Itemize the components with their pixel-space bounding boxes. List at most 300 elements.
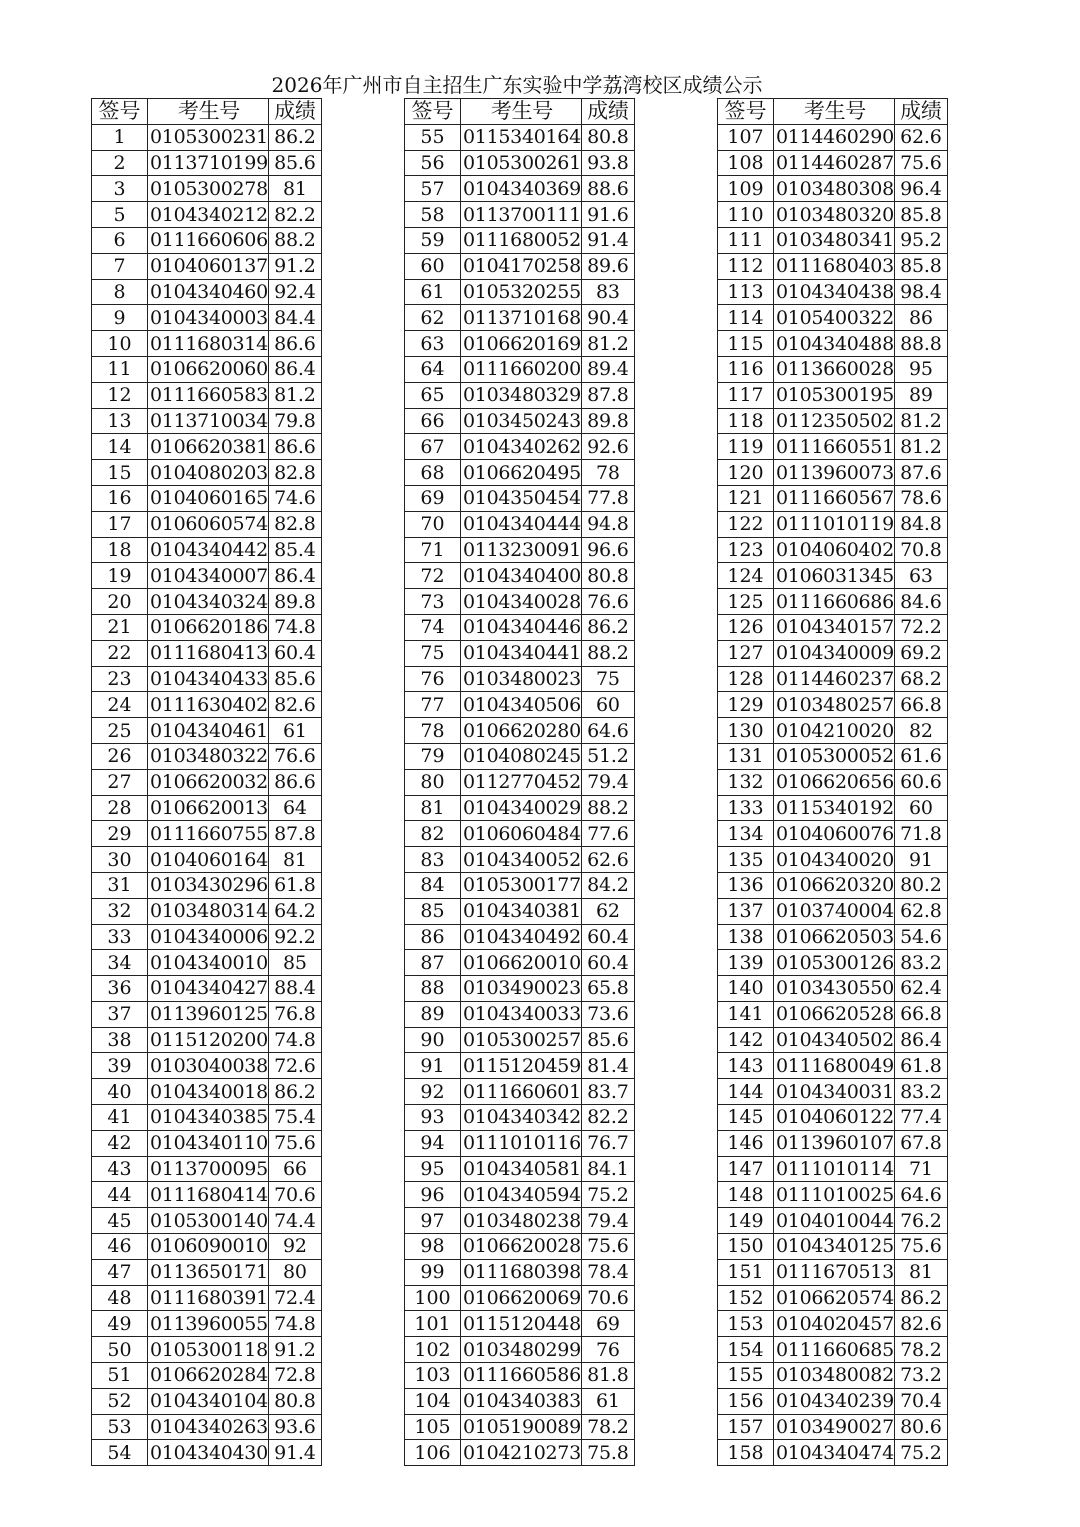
table-row <box>92 1105 322 1131</box>
table-row <box>718 743 948 769</box>
sign-number-cell: 61 <box>405 279 461 305</box>
sign-number-cell: 142 <box>718 1027 774 1053</box>
table-row <box>92 1079 322 1105</box>
sign-number-cell: 134 <box>718 821 774 847</box>
score-cell: 80.8 <box>581 563 634 589</box>
table-row <box>92 331 322 357</box>
table-row <box>718 847 948 873</box>
score-cell: 72.8 <box>268 1363 321 1389</box>
table-row <box>405 718 635 744</box>
candidate-id-cell: 0104170258 <box>461 253 582 279</box>
candidate-id-cell: 0104340212 <box>148 202 269 228</box>
score-cell: 64.6 <box>894 1182 947 1208</box>
score-cell: 74.6 <box>268 485 321 511</box>
score-cell: 86.2 <box>268 1079 321 1105</box>
candidate-id-cell: 0114460287 <box>774 150 895 176</box>
table-row <box>92 1388 322 1414</box>
table-row <box>92 511 322 537</box>
candidate-id-cell: 0104340369 <box>461 176 582 202</box>
sign-number-cell: 150 <box>718 1234 774 1260</box>
score-cell: 84.4 <box>268 305 321 331</box>
score-cell: 82.6 <box>268 692 321 718</box>
candidate-id-cell: 0106620032 <box>148 769 269 795</box>
table-row <box>405 1027 635 1053</box>
sign-number-cell: 17 <box>92 511 148 537</box>
table-row <box>405 563 635 589</box>
candidate-id-cell: 0103480082 <box>774 1363 895 1389</box>
table-row <box>718 614 948 640</box>
table-row <box>718 640 948 666</box>
table-row <box>92 1001 322 1027</box>
score-cell: 96.6 <box>581 537 634 563</box>
sign-number-cell: 114 <box>718 305 774 331</box>
candidate-id-cell: 0113960073 <box>774 460 895 486</box>
sign-number-cell: 151 <box>718 1259 774 1285</box>
score-cell: 64.6 <box>581 718 634 744</box>
score-cell: 87.8 <box>268 821 321 847</box>
candidate-id-cell: 0104340018 <box>148 1079 269 1105</box>
sign-number-cell: 90 <box>405 1027 461 1053</box>
table-header-row <box>92 99 322 125</box>
table-row <box>405 1414 635 1440</box>
score-cell: 92.4 <box>268 279 321 305</box>
table-row <box>718 1130 948 1156</box>
score-cell: 88.8 <box>894 331 947 357</box>
sign-number-cell: 77 <box>405 692 461 718</box>
table-row <box>405 1440 635 1466</box>
score-cell: 95.2 <box>894 227 947 253</box>
score-cell: 85.8 <box>894 253 947 279</box>
sign-number-cell: 66 <box>405 408 461 434</box>
candidate-id-cell: 0111660567 <box>774 485 895 511</box>
score-cell: 84.2 <box>581 872 634 898</box>
table-row <box>92 718 322 744</box>
candidate-id-cell: 0104340003 <box>148 305 269 331</box>
score-cell: 91.6 <box>581 202 634 228</box>
sign-number-cell: 48 <box>92 1285 148 1311</box>
table-row <box>405 305 635 331</box>
table-row <box>92 382 322 408</box>
sign-number-cell: 131 <box>718 743 774 769</box>
sign-number-cell: 49 <box>92 1311 148 1337</box>
table-row <box>405 821 635 847</box>
sign-number-cell: 123 <box>718 537 774 563</box>
score-cell: 60 <box>581 692 634 718</box>
candidate-id-cell: 0104340010 <box>148 950 269 976</box>
candidate-id-cell: 0104340020 <box>774 847 895 873</box>
score-cell: 87.8 <box>581 382 634 408</box>
candidate-id-cell: 0103480322 <box>148 743 269 769</box>
score-cell: 61.8 <box>268 872 321 898</box>
sign-number-cell: 92 <box>405 1079 461 1105</box>
candidate-id-cell: 0111680314 <box>148 331 269 357</box>
table-row <box>718 356 948 382</box>
sign-number-cell: 109 <box>718 176 774 202</box>
score-cell: 54.6 <box>894 924 947 950</box>
sign-number-cell: 38 <box>92 1027 148 1053</box>
score-cell: 75.4 <box>268 1105 321 1131</box>
table-row <box>718 279 948 305</box>
sign-number-cell: 3 <box>92 176 148 202</box>
score-cell: 85.6 <box>268 666 321 692</box>
score-cell: 82.8 <box>268 460 321 486</box>
score-cell: 73.6 <box>581 1001 634 1027</box>
sign-number-cell: 79 <box>405 743 461 769</box>
table-row <box>405 898 635 924</box>
score-cell: 86.4 <box>268 563 321 589</box>
sign-number-cell: 30 <box>92 847 148 873</box>
score-cell: 76.7 <box>581 1130 634 1156</box>
sign-number-cell: 47 <box>92 1259 148 1285</box>
sign-number-cell: 128 <box>718 666 774 692</box>
candidate-id-cell: 0111660551 <box>774 434 895 460</box>
sign-number-cell: 64 <box>405 356 461 382</box>
score-cell: 88.6 <box>581 176 634 202</box>
score-cell: 69 <box>581 1311 634 1337</box>
table-row <box>718 692 948 718</box>
candidate-id-cell: 0106060574 <box>148 511 269 537</box>
candidate-id-cell: 0113710034 <box>148 408 269 434</box>
sign-number-cell: 43 <box>92 1156 148 1182</box>
table-row <box>718 1414 948 1440</box>
header-candidate-id: 考生号 <box>461 99 582 125</box>
score-cell: 78.2 <box>581 1414 634 1440</box>
score-cell: 66.8 <box>894 692 947 718</box>
table-row <box>405 1285 635 1311</box>
candidate-id-cell: 0113960125 <box>148 1001 269 1027</box>
score-cell: 75 <box>581 666 634 692</box>
table-row <box>92 743 322 769</box>
candidate-id-cell: 0106060484 <box>461 821 582 847</box>
score-cell: 62 <box>581 898 634 924</box>
sign-number-cell: 20 <box>92 589 148 615</box>
sign-number-cell: 135 <box>718 847 774 873</box>
candidate-id-cell: 0104340104 <box>148 1388 269 1414</box>
score-cell: 89.8 <box>268 589 321 615</box>
candidate-id-cell: 0104340031 <box>774 1079 895 1105</box>
sign-number-cell: 99 <box>405 1259 461 1285</box>
sign-number-cell: 140 <box>718 976 774 1002</box>
sign-number-cell: 65 <box>405 382 461 408</box>
candidate-id-cell: 0104340009 <box>774 640 895 666</box>
candidate-id-cell: 0104340263 <box>148 1414 269 1440</box>
table-row <box>405 408 635 434</box>
sign-number-cell: 157 <box>718 1414 774 1440</box>
candidate-id-cell: 0104340446 <box>461 614 582 640</box>
candidate-id-cell: 0105300231 <box>148 124 269 150</box>
sign-number-cell: 62 <box>405 305 461 331</box>
table-row <box>92 795 322 821</box>
sign-number-cell: 58 <box>405 202 461 228</box>
score-cell: 83.2 <box>894 1079 947 1105</box>
score-cell: 67.8 <box>894 1130 947 1156</box>
score-cell: 94.8 <box>581 511 634 537</box>
sign-number-cell: 74 <box>405 614 461 640</box>
table-row <box>405 640 635 666</box>
score-cell: 92.2 <box>268 924 321 950</box>
candidate-id-cell: 0104080245 <box>461 743 582 769</box>
table-row <box>718 718 948 744</box>
table-row <box>718 382 948 408</box>
candidate-id-cell: 0103480314 <box>148 898 269 924</box>
candidate-id-cell: 0105190089 <box>461 1414 582 1440</box>
score-cell: 81.4 <box>581 1053 634 1079</box>
candidate-id-cell: 0105300140 <box>148 1208 269 1234</box>
table-row <box>405 434 635 460</box>
score-cell: 61.6 <box>894 743 947 769</box>
sign-number-cell: 18 <box>92 537 148 563</box>
score-cell: 72.2 <box>894 614 947 640</box>
score-cell: 78.4 <box>581 1259 634 1285</box>
sign-number-cell: 112 <box>718 253 774 279</box>
score-cell: 81.8 <box>581 1363 634 1389</box>
score-table-1 <box>91 98 322 1466</box>
sign-number-cell: 144 <box>718 1079 774 1105</box>
table-row <box>718 537 948 563</box>
table-row <box>405 227 635 253</box>
sign-number-cell: 115 <box>718 331 774 357</box>
table-row <box>405 1259 635 1285</box>
score-cell: 88.2 <box>581 640 634 666</box>
candidate-id-cell: 0104060122 <box>774 1105 895 1131</box>
sign-number-cell: 89 <box>405 1001 461 1027</box>
table-row <box>718 1363 948 1389</box>
table-row <box>405 253 635 279</box>
score-cell: 89.8 <box>581 408 634 434</box>
sign-number-cell: 83 <box>405 847 461 873</box>
candidate-id-cell: 0111660685 <box>774 1337 895 1363</box>
candidate-id-cell: 0104350454 <box>461 485 582 511</box>
table-row <box>405 511 635 537</box>
score-cell: 73.2 <box>894 1363 947 1389</box>
sign-number-cell: 69 <box>405 485 461 511</box>
table-row <box>718 950 948 976</box>
sign-number-cell: 34 <box>92 950 148 976</box>
candidate-id-cell: 0104210273 <box>461 1440 582 1466</box>
header-sign-number: 签号 <box>92 99 148 125</box>
candidate-id-cell: 0112770452 <box>461 769 582 795</box>
sign-number-cell: 24 <box>92 692 148 718</box>
candidate-id-cell: 0105300118 <box>148 1337 269 1363</box>
sign-number-cell: 76 <box>405 666 461 692</box>
sign-number-cell: 36 <box>92 976 148 1002</box>
table-row <box>718 589 948 615</box>
candidate-id-cell: 0104340594 <box>461 1182 582 1208</box>
table-header-row <box>405 99 635 125</box>
score-cell: 81 <box>268 847 321 873</box>
table-row <box>405 1311 635 1337</box>
candidate-id-cell: 0103480257 <box>774 692 895 718</box>
sign-number-cell: 124 <box>718 563 774 589</box>
score-cell: 60.4 <box>581 950 634 976</box>
sign-number-cell: 27 <box>92 769 148 795</box>
header-score: 成绩 <box>268 99 321 125</box>
candidate-id-cell: 0113710168 <box>461 305 582 331</box>
score-cell: 62.6 <box>894 124 947 150</box>
score-cell: 76.8 <box>268 1001 321 1027</box>
score-cell: 85.4 <box>268 537 321 563</box>
score-cell: 87.6 <box>894 460 947 486</box>
sign-number-cell: 107 <box>718 124 774 150</box>
score-cell: 84.1 <box>581 1156 634 1182</box>
candidate-id-cell: 0115340164 <box>461 124 582 150</box>
candidate-id-cell: 0104060402 <box>774 537 895 563</box>
table-row <box>92 589 322 615</box>
sign-number-cell: 1 <box>92 124 148 150</box>
score-cell: 93.6 <box>268 1414 321 1440</box>
table-row <box>718 769 948 795</box>
score-cell: 91.2 <box>268 253 321 279</box>
score-cell: 74.8 <box>268 614 321 640</box>
sign-number-cell: 147 <box>718 1156 774 1182</box>
sign-number-cell: 26 <box>92 743 148 769</box>
sign-number-cell: 108 <box>718 150 774 176</box>
sign-number-cell: 44 <box>92 1182 148 1208</box>
sign-number-cell: 40 <box>92 1079 148 1105</box>
candidate-id-cell: 0104010044 <box>774 1208 895 1234</box>
sign-number-cell: 23 <box>92 666 148 692</box>
score-cell: 80.2 <box>894 872 947 898</box>
sign-number-cell: 152 <box>718 1285 774 1311</box>
candidate-id-cell: 0104340444 <box>461 511 582 537</box>
candidate-id-cell: 0104060137 <box>148 253 269 279</box>
score-cell: 83.7 <box>581 1079 634 1105</box>
candidate-id-cell: 0113960107 <box>774 1130 895 1156</box>
table-row <box>405 795 635 821</box>
table-row <box>405 950 635 976</box>
candidate-id-cell: 0104340342 <box>461 1105 582 1131</box>
candidate-id-cell: 0115120459 <box>461 1053 582 1079</box>
score-cell: 85 <box>268 950 321 976</box>
score-cell: 86.4 <box>894 1027 947 1053</box>
score-table-3 <box>717 98 948 1466</box>
table-row <box>718 150 948 176</box>
score-cell: 70.8 <box>894 537 947 563</box>
score-cell: 66 <box>268 1156 321 1182</box>
candidate-id-cell: 0106620028 <box>461 1234 582 1260</box>
sign-number-cell: 126 <box>718 614 774 640</box>
table-row <box>405 1388 635 1414</box>
candidate-id-cell: 0106620186 <box>148 614 269 640</box>
sign-number-cell: 73 <box>405 589 461 615</box>
table-row <box>92 1130 322 1156</box>
score-cell: 88.2 <box>581 795 634 821</box>
score-cell: 93.8 <box>581 150 634 176</box>
candidate-id-cell: 0103480329 <box>461 382 582 408</box>
score-cell: 71 <box>894 1156 947 1182</box>
candidate-id-cell: 0111660755 <box>148 821 269 847</box>
score-cell: 81.2 <box>581 331 634 357</box>
score-cell: 88.4 <box>268 976 321 1002</box>
candidate-id-cell: 0106620574 <box>774 1285 895 1311</box>
candidate-id-cell: 0104340492 <box>461 924 582 950</box>
table-row <box>718 485 948 511</box>
sign-number-cell: 31 <box>92 872 148 898</box>
score-cell: 80.8 <box>268 1388 321 1414</box>
table-row <box>92 769 322 795</box>
candidate-id-cell: 0105300257 <box>461 1027 582 1053</box>
candidate-id-cell: 0111680049 <box>774 1053 895 1079</box>
candidate-id-cell: 0103450243 <box>461 408 582 434</box>
score-cell: 86.2 <box>268 124 321 150</box>
table-row <box>92 1363 322 1389</box>
sign-number-cell: 59 <box>405 227 461 253</box>
table-row <box>718 1259 948 1285</box>
score-cell: 95 <box>894 356 947 382</box>
sign-number-cell: 70 <box>405 511 461 537</box>
sign-number-cell: 6 <box>92 227 148 253</box>
score-cell: 89.4 <box>581 356 634 382</box>
sign-number-cell: 116 <box>718 356 774 382</box>
table-row <box>718 795 948 821</box>
sign-number-cell: 56 <box>405 150 461 176</box>
candidate-id-cell: 0103430550 <box>774 976 895 1002</box>
sign-number-cell: 41 <box>92 1105 148 1131</box>
sign-number-cell: 158 <box>718 1440 774 1466</box>
score-cell: 82.6 <box>894 1311 947 1337</box>
sign-number-cell: 125 <box>718 589 774 615</box>
table-row <box>718 666 948 692</box>
candidate-id-cell: 0104080203 <box>148 460 269 486</box>
score-cell: 83 <box>581 279 634 305</box>
candidate-id-cell: 0106620280 <box>461 718 582 744</box>
candidate-id-cell: 0106620495 <box>461 460 582 486</box>
table-row <box>405 1363 635 1389</box>
table-row <box>92 1414 322 1440</box>
table-row <box>92 847 322 873</box>
table-row <box>718 434 948 460</box>
score-cell: 66.8 <box>894 1001 947 1027</box>
candidate-id-cell: 0111010114 <box>774 1156 895 1182</box>
sign-number-cell: 102 <box>405 1337 461 1363</box>
sign-number-cell: 57 <box>405 176 461 202</box>
table-row <box>718 821 948 847</box>
table-row <box>92 1440 322 1466</box>
sign-number-cell: 133 <box>718 795 774 821</box>
sign-number-cell: 117 <box>718 382 774 408</box>
candidate-id-cell: 0103490023 <box>461 976 582 1002</box>
table-row <box>718 227 948 253</box>
table-row <box>718 1234 948 1260</box>
candidate-id-cell: 0104340052 <box>461 847 582 873</box>
table-row <box>405 924 635 950</box>
table-row <box>92 1027 322 1053</box>
table-row <box>718 1079 948 1105</box>
table-row <box>405 1079 635 1105</box>
candidate-id-cell: 0111010119 <box>774 511 895 537</box>
candidate-id-cell: 0106620169 <box>461 331 582 357</box>
score-cell: 61.8 <box>894 1053 947 1079</box>
table-row <box>405 1105 635 1131</box>
candidate-id-cell: 0111660583 <box>148 382 269 408</box>
score-cell: 63 <box>894 563 947 589</box>
sign-number-cell: 71 <box>405 537 461 563</box>
candidate-id-cell: 0105300278 <box>148 176 269 202</box>
sign-number-cell: 136 <box>718 872 774 898</box>
candidate-id-cell: 0111630402 <box>148 692 269 718</box>
sign-number-cell: 84 <box>405 872 461 898</box>
candidate-id-cell: 0106620503 <box>774 924 895 950</box>
sign-number-cell: 12 <box>92 382 148 408</box>
candidate-id-cell: 0113700111 <box>461 202 582 228</box>
candidate-id-cell: 0104340441 <box>461 640 582 666</box>
score-cell: 86.4 <box>268 356 321 382</box>
sign-number-cell: 104 <box>405 1388 461 1414</box>
score-cell: 81.2 <box>268 382 321 408</box>
score-cell: 75.6 <box>581 1234 634 1260</box>
sign-number-cell: 96 <box>405 1182 461 1208</box>
table-row <box>718 253 948 279</box>
